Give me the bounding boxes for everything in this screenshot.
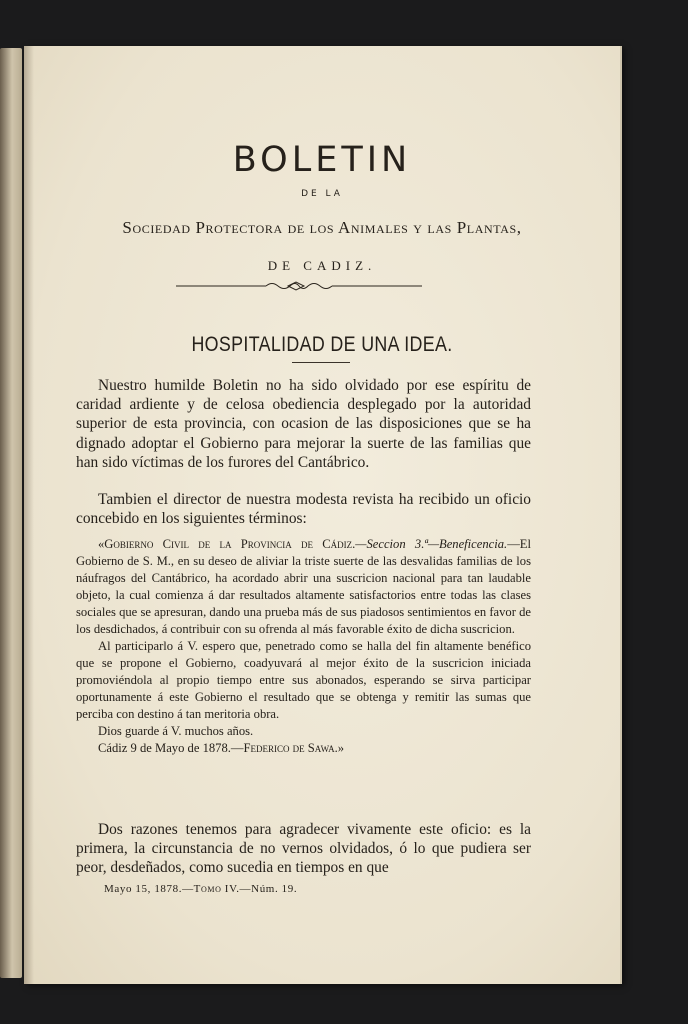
footer-number: Núm. 19. <box>251 883 298 895</box>
article-heading: HOSPITALIDAD DE UNA IDEA. <box>191 333 453 356</box>
article-paragraph-3: Dos razones tenemos para agradecer vivamente este oficio: es la primera, la circunstancia de no vernos olvidados, ó lo que pudiera ser peor, desdeñados, como sucedia en tiempos en que <box>76 821 531 877</box>
footer-date: Mayo 15, 1878.— <box>104 883 194 895</box>
article-paragraph-1: Nuestro humilde Boletin no ha sido olvidado por ese espíritu de caridad ardiente y de celosa obediencia desplegado por la autoridad superior de esta provincia, con ocasion de las disposiciones que se ha dignado adoptar el Gobierno para mejorar la suerte de las familias que han sido víctimas de los furores del Cantábrico. <box>76 377 531 471</box>
quote-signature-date: Cádiz 9 de Mayo de 1878.— <box>98 741 244 755</box>
ornament-divider <box>176 280 422 292</box>
title-subline: DE LA <box>301 189 343 199</box>
quote-paragraph-2: Al participarlo á V. espero que, penetrado como se halla del fin altamente benéfico que se propone el Gobierno, coadyuvará al mejor éxito de la suscricion iniciada promoviéndola al propio tiempo entre sus abonados, esperando se sirva participar oportunamente á este Gobierno el resultado que se obtenga y remitir las sumas que perciba con destino á tan meritoria obra. <box>76 639 531 721</box>
page-footer <box>104 883 297 895</box>
quote-signature <box>76 740 531 757</box>
footer-volume: Tomo IV.— <box>193 883 252 895</box>
book-page <box>24 46 620 984</box>
bulletin-title: BOLETIN <box>232 140 412 180</box>
society-name: Sociedad Protectora de los Animales y las Plantas, <box>122 218 522 237</box>
quote-paragraph-1-text: —El Gobierno de S. M., en su deseo de aliviar la triste suerte de las desvalidas familias de los náufragos del Cantábrico, ha acordado abrir una suscricion nacional para tan laudable objeto, la cual comienza á dar resultados altamente satisfactorios entre todas las clases sociales que se apresuran, dando una prueba más de sus piadosos sentimientos en favor de los desdichados, á contribuir con su ofrenda al más favorable éxito de dicha suscricion. <box>76 537 531 636</box>
quote-signature-name: Federico de Sawa.» <box>243 741 345 755</box>
quote-office-name: «Gobierno Civil de la Provincia de Cádiz. <box>98 537 356 551</box>
page-gutter-shadow <box>24 46 34 984</box>
quote-salutation: Dios guarde á V. muchos años. <box>98 724 254 738</box>
heading-underline <box>292 362 350 363</box>
official-letter-quote <box>76 536 531 757</box>
society-city: DE CADIZ. <box>267 258 377 273</box>
quote-section: —Seccion 3.ª—Beneficencia. <box>355 537 508 551</box>
article-paragraph-2: Tambien el director de nuestra modesta revista ha recibido un oficio concebido en los siguientes términos: <box>76 491 531 528</box>
previous-page-edge <box>0 48 22 978</box>
quote-paragraph-1 <box>76 536 531 638</box>
